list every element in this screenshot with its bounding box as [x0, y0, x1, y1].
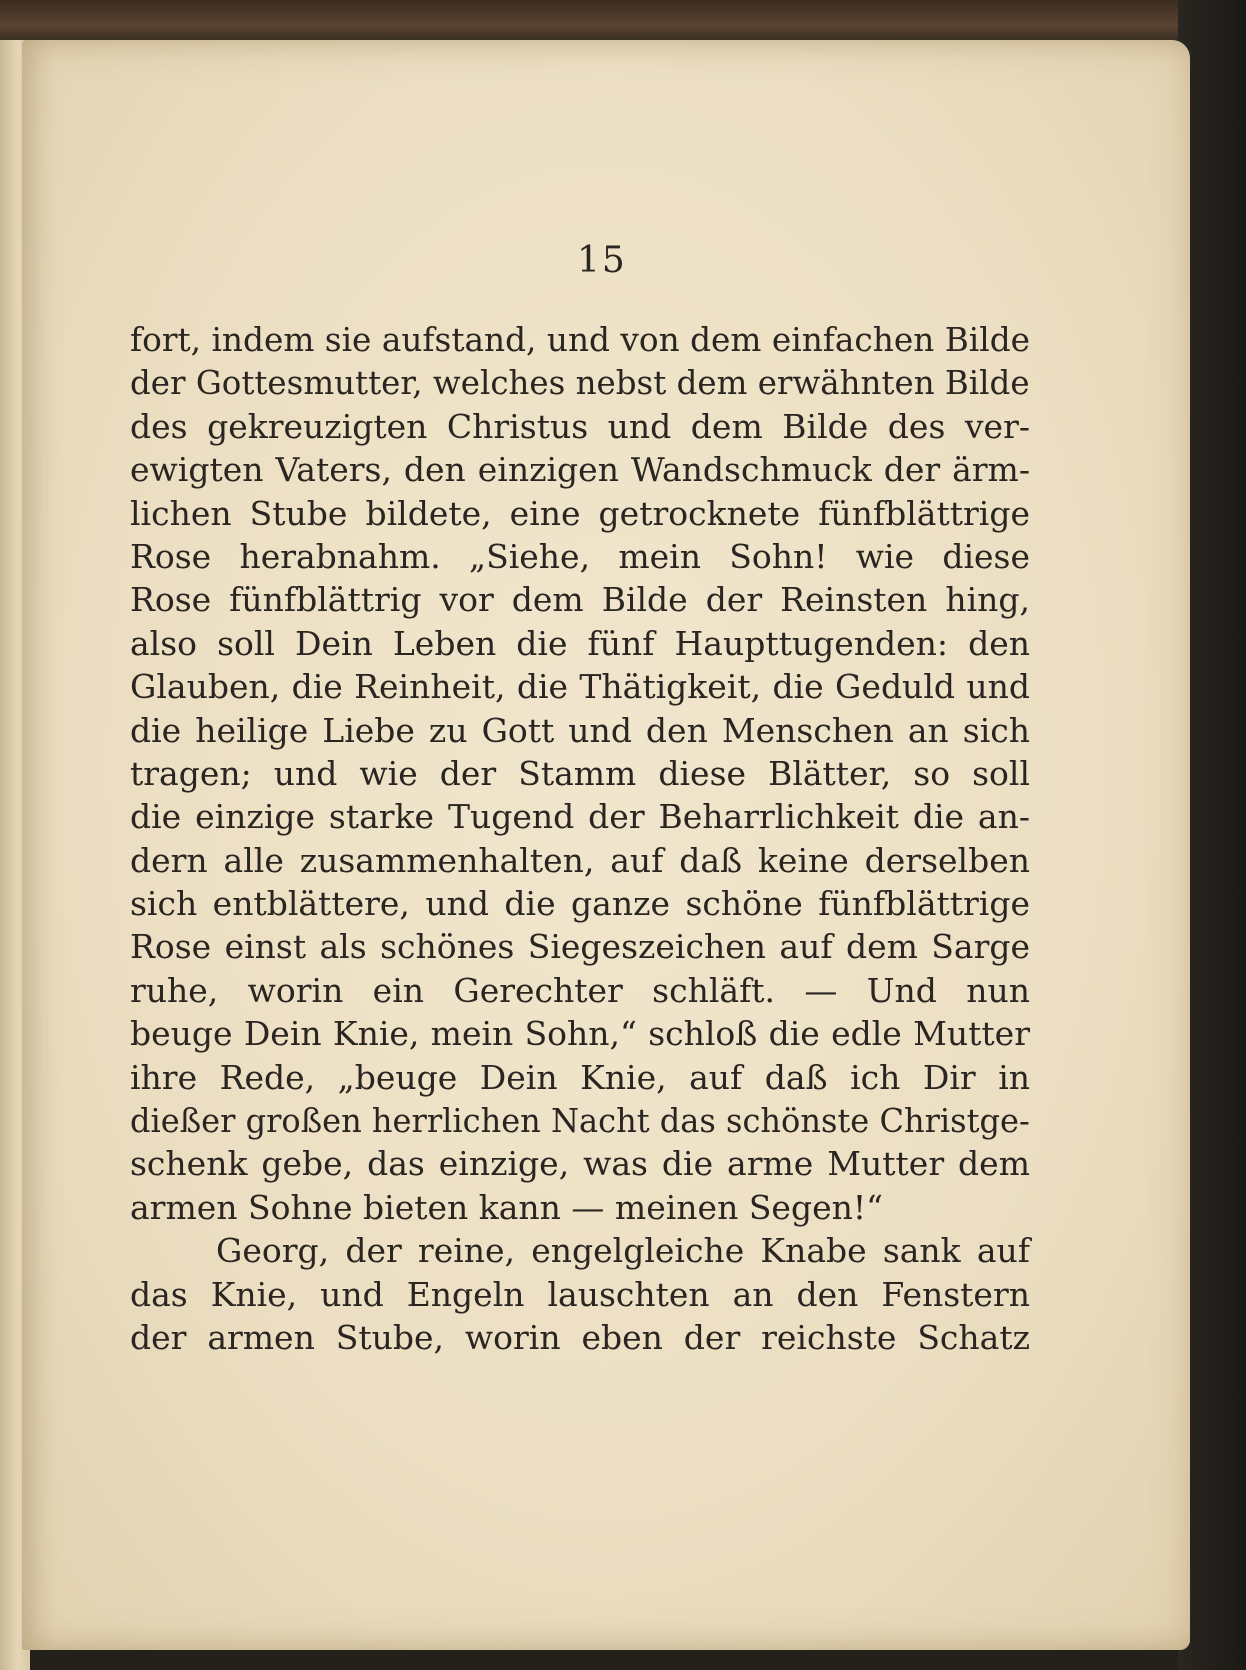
text-line: also soll Dein Leben die fünf Haupttugenden: den	[130, 623, 1030, 663]
text-line: ruhe, worin ein Gerechter schläft. — Und nun	[130, 970, 1030, 1010]
text-line: armen Sohne bieten kann — meinen Segen!“	[130, 1187, 883, 1227]
book-page	[22, 40, 1190, 1650]
text-line: tragen; und wie der Stamm diese Blätter, so soll	[130, 753, 1030, 793]
text-line: beuge Dein Knie, mein Sohn,“ schloß die edle Mutter	[130, 1014, 1030, 1054]
text-line: die einzige starke Tugend der Beharrlichkeit die an-	[130, 797, 1030, 837]
body-text	[130, 318, 1030, 1359]
text-line: lichen Stube bildete, eine getrocknete fünfblättrige	[130, 493, 1030, 533]
text-line: dießer großen herrlichen Nacht das schönste Christge-	[130, 1101, 1030, 1141]
text-line: Rose herabnahm. „Siehe, mein Sohn! wie diese	[130, 536, 1030, 576]
text-line: ihre Rede, „beuge Dein Knie, auf daß ich Dir in	[130, 1057, 1030, 1097]
text-line: ewigten Vaters, den einzigen Wandschmuck der ärm-	[130, 450, 1030, 490]
text-line: das Knie, und Engeln lauschten an den Fenstern	[130, 1274, 1030, 1314]
page-number: 15	[577, 240, 627, 281]
text-line: dern alle zusammenhalten, auf daß keine derselben	[130, 840, 1030, 880]
text-line: sich entblättere, und die ganze schöne fünfblättrige	[130, 884, 1030, 924]
text-line: Glauben, die Reinheit, die Thätigkeit, die Geduld und	[130, 667, 1030, 707]
text-line: der Gottesmutter, welches nebst dem erwähnten Bilde	[130, 363, 1030, 403]
text-line: die heilige Liebe zu Gott und den Menschen an sich	[130, 710, 1030, 750]
text-line: des gekreuzigten Christus und dem Bilde des ver-	[130, 406, 1030, 446]
text-line: Georg, der reine, engelgleiche Knabe sank auf	[216, 1231, 1030, 1271]
text-line: schenk gebe, das einzige, was die arme Mutter dem	[130, 1144, 1030, 1184]
text-line: Rose fünfblättrig vor dem Bilde der Reinsten hing,	[130, 580, 1030, 620]
text-line: Rose einst als schönes Siegeszeichen auf dem Sarge	[130, 927, 1030, 967]
text-line: der armen Stube, worin eben der reichste Schatz	[130, 1317, 1030, 1357]
text-line: fort, indem sie aufstand, und von dem einfachen Bilde	[130, 320, 1031, 359]
